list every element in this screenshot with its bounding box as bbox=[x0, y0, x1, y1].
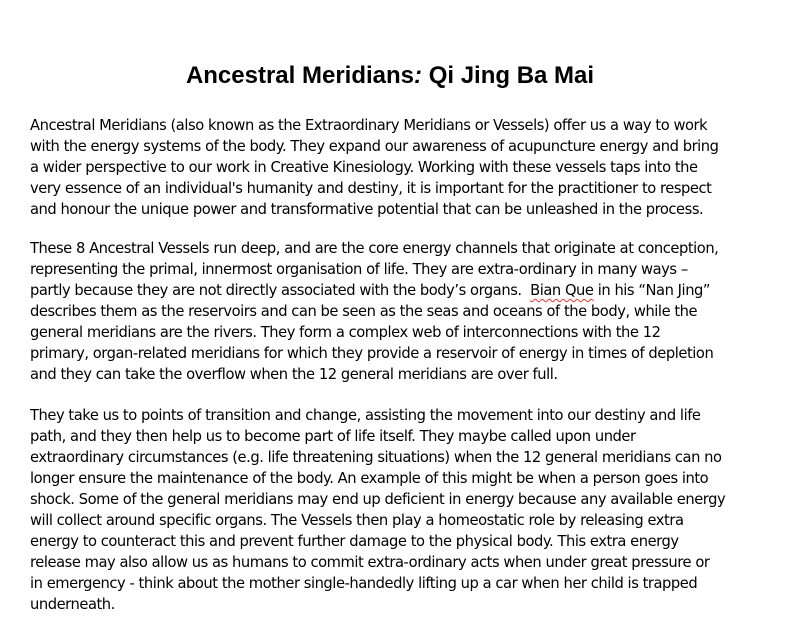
spellcheck-flagged-word: Bian Que bbox=[530, 282, 594, 299]
text-line: These 8 Ancestral Vessels run deep, and are the core energy channels that originate at conception, bbox=[30, 240, 719, 257]
paragraph-transition bbox=[30, 405, 775, 615]
text-line: will collect around specific organs. The Vessels then play a homeostatic role by releasing extra bbox=[30, 512, 684, 529]
paragraph-introduction bbox=[30, 115, 775, 220]
title-colon: : bbox=[414, 62, 423, 89]
title-main: Ancestral Meridians bbox=[185, 62, 415, 89]
text-segment: in his “Nan Jing” bbox=[593, 282, 711, 299]
text-line: release may also allow us as humans to commit extra-ordinary acts when under great pressure or bbox=[30, 554, 710, 571]
text-line: in emergency - think about the mother single-handedly lifting up a car when her child is trapped bbox=[30, 575, 698, 592]
text-line: extraordinary circumstances (e.g. life threatening situations) when the 12 general meridians can no bbox=[30, 449, 722, 466]
text-line: longer ensure the maintenance of the body. An example of this might be when a person goes into bbox=[30, 470, 709, 487]
document-title bbox=[0, 60, 780, 92]
text-line: representing the primal, innermost organisation of life. They are extra-ordinary in many ways – bbox=[30, 261, 688, 278]
paragraph-ancestral-vessels bbox=[30, 238, 775, 385]
text-line: general meridians are the rivers. They form a complex web of interconnections with the 12 bbox=[30, 324, 661, 341]
title-rest: Qi Jing Ba Mai bbox=[422, 62, 595, 89]
text-line: underneath. bbox=[30, 596, 115, 613]
text-line: very essence of an individual's humanity and destiny, it is important for the practitioner to respect bbox=[30, 180, 712, 197]
text-line: describes them as the reservoirs and can be seen as the seas and oceans of the body, while the bbox=[30, 303, 698, 320]
text-line: and honour the unique power and transformative potential that can be unleashed in the process. bbox=[30, 201, 704, 218]
text-line bbox=[30, 280, 775, 301]
text-line: a wider perspective to our work in Creative Kinesiology. Working with these vessels taps into the bbox=[30, 159, 698, 176]
text-line: with the energy systems of the body. They expand our awareness of acupuncture energy and bring bbox=[30, 138, 719, 155]
text-line: primary, organ-related meridians for which they provide a reservoir of energy in times of depletion bbox=[30, 345, 714, 362]
text-line: energy to counteract this and prevent further damage to the physical body. This extra energy bbox=[30, 533, 679, 550]
text-line: shock. Some of the general meridians may end up deficient in energy because any available energy bbox=[30, 491, 726, 508]
text-line: They take us to points of transition and change, assisting the movement into our destiny and life bbox=[30, 407, 701, 424]
text-line: path, and they then help us to become part of life itself. They maybe called upon under bbox=[30, 428, 636, 445]
text-segment: partly because they are not directly associated with the body’s organs. bbox=[30, 282, 531, 299]
text-line: and they can take the overflow when the 12 general meridians are over full. bbox=[30, 366, 558, 383]
text-line: Ancestral Meridians (also known as the Extraordinary Meridians or Vessels) offer us a way to work bbox=[30, 117, 708, 134]
